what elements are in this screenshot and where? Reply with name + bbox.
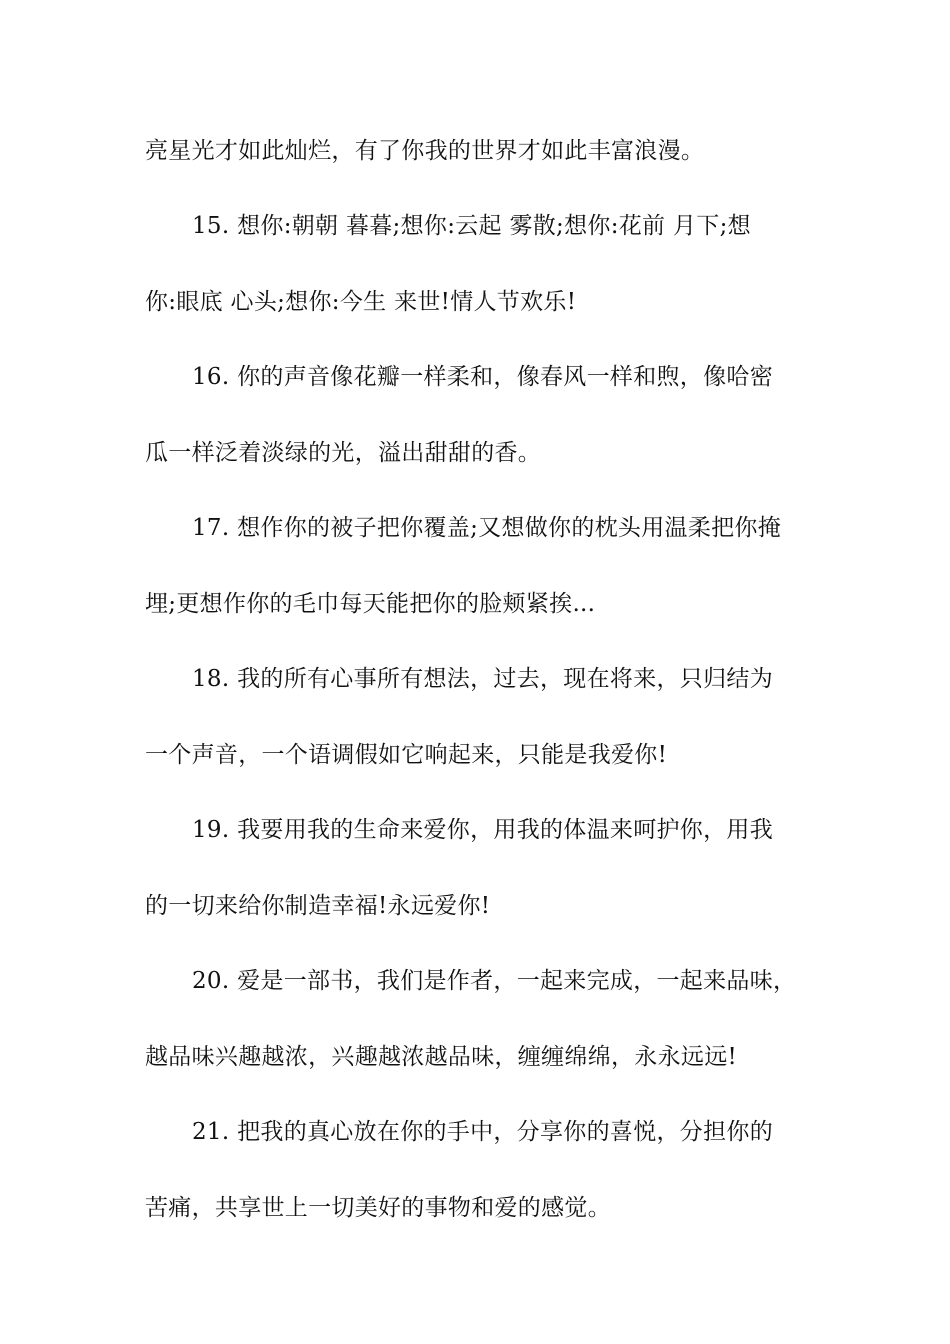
text-line: 21. 把我的真心放在你的手中，分享你的喜悦，分担你的 [192,1119,773,1145]
text-line: 越品味兴趣越浓，兴趣越浓越品味，缠缠绵绵，永永远远! [145,1044,738,1070]
text-line: 埋;更想作你的毛巾每天能把你的脸颊紧挨... [145,591,596,617]
text-line: 一个声音，一个语调假如它响起来，只能是我爱你! [145,742,668,768]
text-line: 瓜一样泛着淡绿的光，溢出甜甜的香。 [145,440,542,466]
text-line: 16. 你的声音像花瓣一样柔和，像春风一样和煦，像哈密 [192,364,773,390]
text-line: 20. 爱是一部书，我们是作者，一起来完成，一起来品味， [192,968,797,994]
text-line: 你:眼底 心头;想你:今生 来世!情人节欢乐! [145,289,577,315]
text-line: 亮星光才如此灿烂，有了你我的世界才如此丰富浪漫。 [145,138,705,164]
text-line: 苦痛，共享世上一切美好的事物和爱的感觉。 [145,1195,611,1221]
text-line: 19. 我要用我的生命来爱你，用我的体温来呵护你，用我 [192,817,773,843]
text-line: 17. 想作你的被子把你覆盖;又想做你的枕头用温柔把你掩 [192,515,782,541]
text-line: 的一切来给你制造幸福!永远爱你! [145,893,491,919]
text-line: 18. 我的所有心事所有想法，过去，现在将来，只归结为 [192,666,773,692]
text-line: 15. 想你:朝朝 暮暮;想你:云起 雾散;想你:花前 月下;想 [192,213,751,239]
